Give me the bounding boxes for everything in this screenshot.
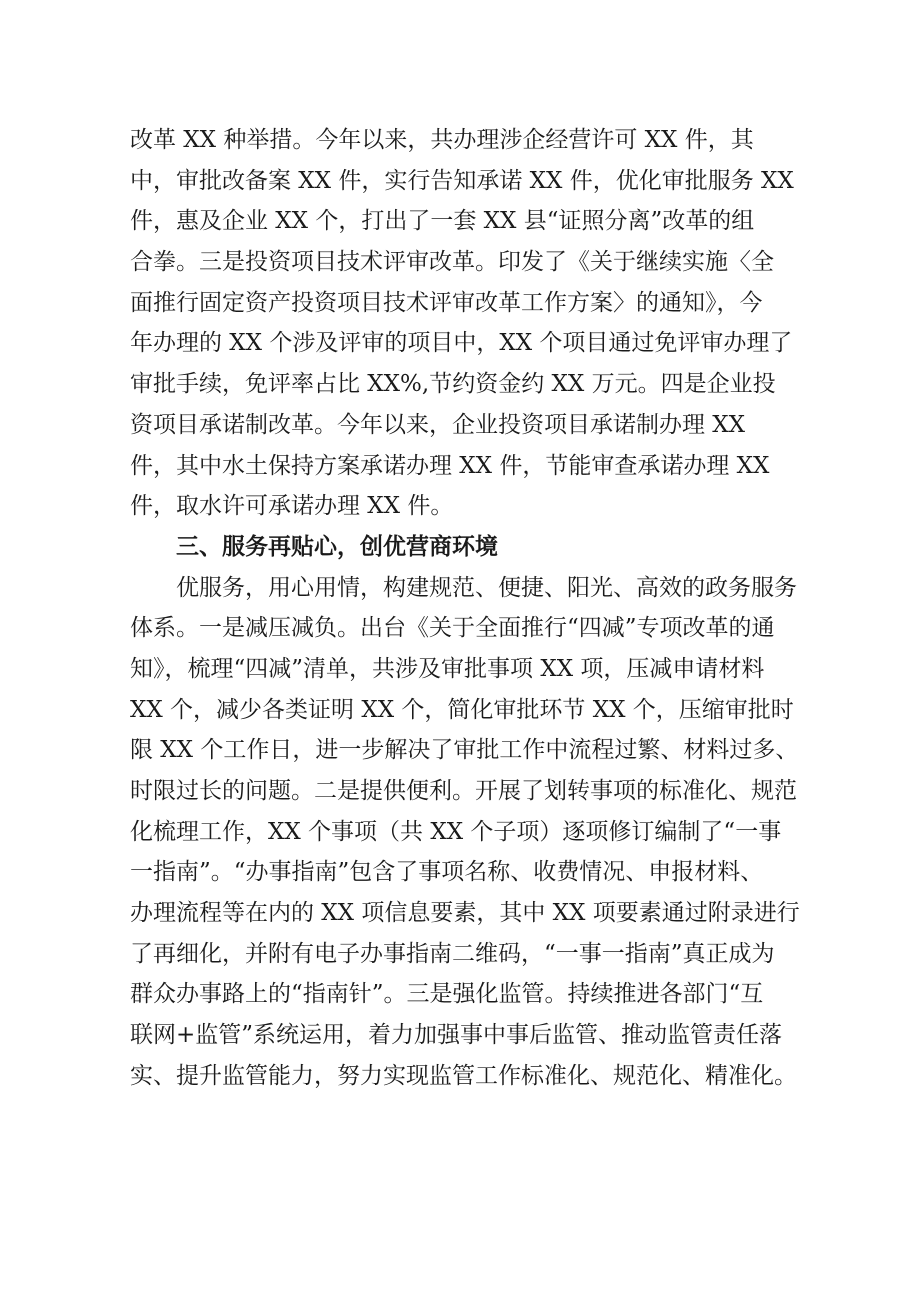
paragraph-first-line: 优服务，用心用情，构建规范、便捷、阳光、高效的政务服务 bbox=[176, 574, 797, 601]
body-line: 群众办事路上的“指南针”。三是强化监管。持续推进各部门“互 bbox=[130, 981, 764, 1008]
body-line: 知》，梳理“四减”清单，共涉及审批事项 XX 项，压减申请材料 bbox=[130, 655, 765, 682]
body-line: 体系。一是减压减负。出台《关于全面推行“四减”专项改革的通 bbox=[130, 615, 775, 642]
body-line: 中，审批改备案 XX 件，实行告知承诺 XX 件，优化审批服务 XX bbox=[130, 167, 794, 194]
body-line: 实、提升监管能力，努力实现监管工作标准化、规范化、精准化。 bbox=[130, 1062, 797, 1089]
body-line: 限 XX 个工作日，进一步解决了审批工作中流程过繁、材料过多、 bbox=[130, 737, 799, 764]
section-heading: 三、服务再贴心，创优营商环境 bbox=[176, 533, 498, 560]
body-line: 改革 XX 种举措。今年以来，共办理涉企经营许可 XX 件，其 bbox=[130, 127, 754, 153]
body-line: 合拳。三是投资项目技术评审改革。印发了《关于继续实施〈全 bbox=[130, 249, 774, 276]
body-line: 资项目承诺制改革。今年以来，企业投资项目承诺制办理 XX bbox=[130, 411, 746, 438]
body-line: 时限过长的问题。二是提供便利。开展了划转事项的标准化、规范 bbox=[130, 778, 797, 804]
body-line: 年办理的 XX 个涉及评审的项目中，XX 个项目通过免评审办理了 bbox=[130, 330, 793, 357]
body-line: 件，惠及企业 XX 个，打出了一套 XX 县“证照分离”改革的组 bbox=[130, 208, 755, 235]
body-line: 审批手续，免评率占比 XX%,节约资金约 XX 万元。四是企业投 bbox=[130, 371, 776, 398]
body-line: 一指南”。“办事指南”包含了事项名称、收费情况、申报材料、 bbox=[130, 859, 764, 886]
body-line: 面推行固定资产投资项目技术评审改革工作方案〉的通知》，今 bbox=[130, 289, 763, 316]
body-line: 件，其中水土保持方案承诺办理 XX 件，节能审查承诺办理 XX bbox=[130, 452, 770, 479]
body-line: 了再细化，并附有电子办事指南二维码，“一事一指南”真正成为 bbox=[130, 940, 775, 967]
body-line: 件，取水许可承诺办理 XX 件。 bbox=[130, 493, 454, 520]
body-line: XX 个，减少各类证明 XX 个，简化审批环节 XX 个，压缩审批时 bbox=[130, 696, 794, 723]
body-line: 化梳理工作，XX 个事项（共 XX 个子项）逐项修订编制了“一事 bbox=[130, 818, 782, 845]
body-line: 办理流程等在内的 XX 项信息要素，其中 XX 项要素通过附录进行 bbox=[130, 900, 800, 927]
document-body bbox=[130, 120, 810, 1097]
body-line: 联网+监管”系统运用，着力加强事中事后监管、推动监管责任落 bbox=[130, 1022, 783, 1049]
